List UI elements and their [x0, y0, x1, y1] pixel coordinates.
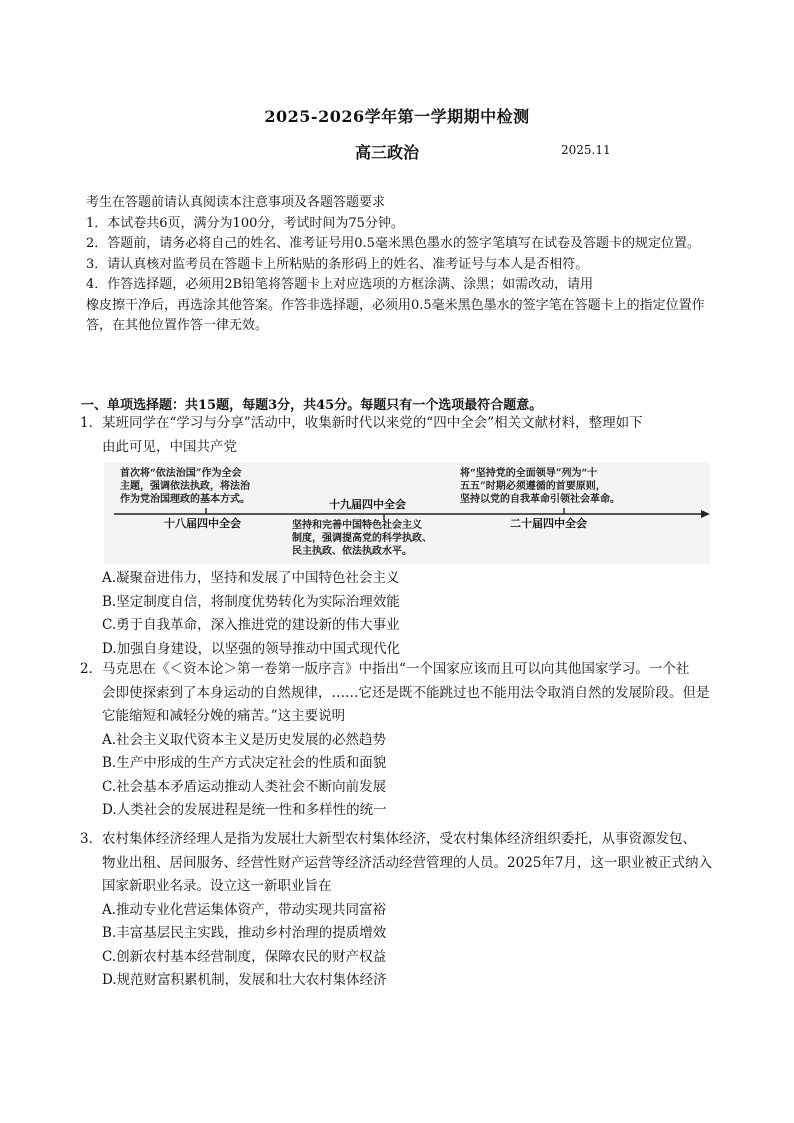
timeline-note-20-line: 将“坚持党的全面领导”列为“十 — [460, 468, 598, 479]
exam-date: 2025.11 — [561, 143, 611, 157]
notice-item: 1．本试卷共6页，满分为100分，考试时间为75分钟。 — [86, 215, 404, 231]
timeline-note-19-line: 坚持和完善中国特色社会主义 — [292, 520, 422, 531]
question-2 — [80, 658, 720, 823]
notice-item: 4．作答选择题，必须用2B铅笔将答题卡上对应选项的方框涂满、涂黑；如需改动，请用 — [86, 277, 594, 292]
exam-title: 2025-2026学年第一学期期中检测 — [264, 107, 530, 126]
question-number: 2． — [80, 661, 103, 677]
timeline-note-18-line: 首次将“依法治国”作为全会 — [120, 468, 242, 479]
notice-item: 3．请认真核对监考员在答题卡上所粘贴的条形码上的姓名、准考证号与本人是否相符。 — [86, 256, 589, 272]
option-b[interactable]: B.生产中形成的生产方式决定社会的性质和面貌 — [102, 755, 387, 771]
timeline-node-19: 十九届四中全会 — [329, 498, 406, 511]
option-d[interactable]: D.规范财富积累机制，发展和壮大农村集体经济 — [102, 972, 387, 988]
notice-item: 橡皮擦干净后，再选涂其他答案。作答非选择题，必须用0.5毫米黑色墨水的签字笔在答题卡上的指定位置作答，在其他位置作答一律无效。 — [86, 297, 705, 333]
question-stem — [80, 412, 720, 459]
timeline-note-20-line: 坚持以党的自我革命引领社会革命。 — [460, 494, 620, 505]
timeline-node-18: 十八届四中全会 — [164, 517, 241, 530]
option-a[interactable]: A.社会主义取代资本主义是历史发展的必然趋势 — [102, 731, 387, 748]
exam-notice — [86, 193, 726, 337]
question-stem — [80, 658, 720, 729]
notice-intro: 考生在答题前请认真阅读本注意事项及各题答题要求 — [86, 195, 386, 210]
question-3 — [80, 828, 720, 993]
option-a[interactable]: A.推动专业化营运集体资产，带动实现共同富裕 — [102, 901, 387, 918]
question-number: 3． — [80, 831, 103, 847]
exam-subject: 高三政治 — [355, 143, 420, 162]
timeline-note-19-line: 民主执政、依法执政水平。 — [292, 546, 412, 557]
timeline-note-20-line: 五五”时期必须遵循的首要原则， — [460, 481, 606, 492]
question-options — [80, 567, 720, 661]
question-stem — [80, 828, 720, 899]
option-c[interactable]: C.社会基本矛盾运动推动人类社会不断向前发展 — [102, 778, 387, 795]
question-options — [80, 729, 720, 823]
question-options — [80, 899, 720, 993]
option-c[interactable]: C.勇于自我革命，深入推进党的建设新的伟大事业 — [102, 617, 400, 633]
option-d[interactable]: D.加强自身建设，以坚强的领导推动中国式现代化 — [102, 640, 401, 657]
timeline-figure — [104, 462, 710, 564]
question-stem-text: 某班同学在“学习与分享”活动中，收集新时代以来党的“四中全会”相关文献材料，整理如下 — [102, 415, 643, 431]
option-b[interactable]: B.坚定制度自信，将制度优势转化为实际治理效能 — [102, 593, 400, 610]
timeline-note-18-line: 作为党治国理政的基本方式。 — [120, 494, 250, 505]
option-d[interactable]: D.人类社会的发展进程是统一性和多样性的统一 — [102, 802, 387, 818]
timeline-note-18-line: 主题，强调依法执政，将法治 — [120, 481, 250, 492]
option-a[interactable]: A.凝聚奋进伟力，坚持和发展了中国特色社会主义 — [102, 570, 400, 586]
question-stem-cont: 由此可见，中国共产党 — [102, 438, 237, 455]
section-heading: 一、单项选择题：共15题，每题3分，共45分。每题只有一个选项最符合题意。 — [81, 398, 543, 413]
question-stem-cont: 会即使探索到了本身运动的自然规律，……它还是既不能跳过也不能用法令取消自然的发展阶段。但是它能缩短和减轻分娩的痛苦。”这主要说明 — [102, 684, 710, 724]
option-b[interactable]: B.丰富基层民主实践，推动乡村治理的提质增效 — [102, 925, 387, 941]
question-stem-text: 农村集体经济经理人是指为发展壮大新型农村集体经济，受农村集体经济组织委托，从事资源发包、 — [102, 831, 696, 847]
timeline-node-20: 二十届四中全会 — [510, 517, 587, 530]
question-stem-cont: 物业出租、居间服务、经营性财产运营等经济活动经营管理的人员。2025年7月，这一职业被正式纳入国家新职业名录。设立这一新职业旨在 — [102, 854, 712, 894]
notice-item: 2．答题前，请务必将自己的姓名、准考证号用0.5毫米黑色墨水的签字笔填写在试卷及答题卡的规定位置。 — [86, 236, 700, 251]
question-number: 1． — [80, 415, 103, 431]
timeline-note-19-line: 制度，强调提高党的科学执政、 — [292, 533, 432, 544]
option-c[interactable]: C.创新农村基本经营制度，保障农民的财产权益 — [102, 948, 387, 965]
question-stem-text: 马克思在《＜资本论＞第一卷第一版序言》中指出“一个国家应该而且可以向其他国家学习。一个社 — [102, 661, 690, 677]
